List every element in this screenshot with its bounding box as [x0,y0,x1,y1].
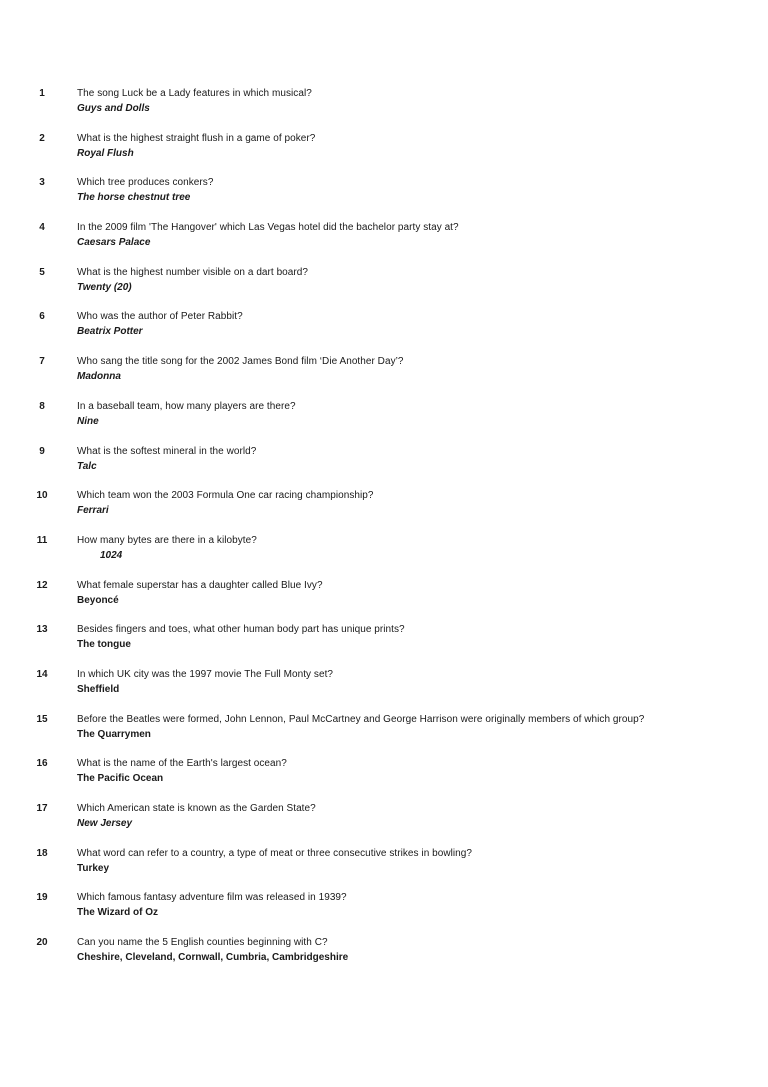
quiz-item [0,131,768,176]
quiz-item [0,801,768,846]
question-text: What is the name of the Earth's largest ocean? [77,758,287,770]
question-number: 20 [36,937,48,949]
quiz-item [0,86,768,131]
answer-text: Guys and Dolls [77,103,150,114]
answer-text: Royal Flush [77,147,134,159]
question-number: 7 [39,356,45,368]
question-text: Which American state is known as the Garden State? [77,803,316,814]
answer-text: The Quarrymen [77,728,151,740]
question-text: Who was the author of Peter Rabbit? [77,311,243,323]
question-text: Which team won the 2003 Formula One car racing championship? [77,490,374,502]
quiz-item [0,712,768,757]
question-text: Besides fingers and toes, what other human body part has unique prints? [77,624,405,636]
quiz-list [0,86,768,980]
question-number: 11 [36,534,48,546]
question-text: In a baseball team, how many players are there? [77,400,296,412]
quiz-item [0,175,768,220]
question-number: 14 [36,668,48,680]
answer-text: Ferrari [77,505,109,517]
question-number: 2 [39,132,45,144]
question-number: 18 [36,847,48,859]
question-text: Which famous fantasy adventure film was released in 1939? [77,892,347,904]
answer-text: 1024 [100,549,123,561]
question-text: The song Luck be a Lady features in which musical? [77,88,312,99]
question-number: 3 [39,177,45,189]
question-text: What word can refer to a country, a type of meat or three consecutive strikes in bowling? [77,847,473,859]
quiz-item [0,667,768,712]
question-text: In the 2009 film 'The Hangover' which Las Vegas hotel did the bachelor party stay at? [77,222,459,234]
answer-text: Talc [77,460,97,472]
question-number: 17 [36,803,48,814]
quiz-item [0,399,768,444]
answer-text: The Wizard of Oz [77,907,159,919]
question-number: 6 [39,311,45,323]
quiz-item [0,622,768,667]
question-number: 10 [36,490,48,502]
question-number: 19 [36,892,48,904]
question-text: What female superstar has a daughter called Blue Ivy? [77,579,323,591]
quiz-item [0,846,768,891]
answer-text: The horse chestnut tree [77,192,191,204]
quiz-item [0,488,768,533]
question-number: 16 [36,758,48,770]
question-number: 12 [36,579,48,591]
answer-text: The Pacific Ocean [77,773,164,785]
answer-text: Caesars Palace [77,237,151,249]
question-number: 8 [39,400,45,412]
answer-text: Twenty (20) [77,281,132,293]
answer-text: Beatrix Potter [77,326,143,338]
question-text: Can you name the 5 English counties beginning with C? [77,937,328,949]
quiz-item [0,756,768,801]
quiz-item [0,354,768,399]
quiz-item [0,533,768,578]
answer-text: Sheffield [77,683,120,695]
question-text: Before the Beatles were formed, John Lennon, Paul McCartney and George Harrison were originally members of which group? [77,713,645,725]
quiz-item [0,265,768,310]
question-number: 13 [36,624,48,636]
quiz-item [0,444,768,489]
question-text: What is the highest number visible on a dart board? [77,266,309,278]
quiz-item [0,890,768,935]
question-text: Who sang the title song for the 2002 James Bond film ‘Die Another Day’? [77,356,404,368]
question-number: 15 [36,713,48,725]
answer-text: Nine [77,415,99,427]
question-text: What is the highest straight flush in a game of poker? [77,132,316,144]
answer-text: Madonna [77,371,121,383]
quiz-item [0,578,768,623]
question-number: 5 [39,266,45,278]
answer-text: Beyoncé [77,594,119,606]
question-text: Which tree produces conkers? [77,177,214,189]
question-text: How many bytes are there in a kilobyte? [77,534,257,546]
quiz-item [0,220,768,265]
question-number: 9 [39,445,45,457]
answer-text: The tongue [77,639,131,651]
answer-text: Turkey [77,862,110,874]
question-text: What is the softest mineral in the world? [77,445,257,457]
question-number: 1 [39,88,45,99]
answer-text: New Jersey [77,818,133,829]
question-number: 4 [39,222,45,234]
answer-text: Cheshire, Cleveland, Cornwall, Cumbria, Cambridgeshire [77,952,349,964]
quiz-item [0,935,768,980]
question-text: In which UK city was the 1997 movie The Full Monty set? [77,668,334,680]
quiz-item [0,309,768,354]
